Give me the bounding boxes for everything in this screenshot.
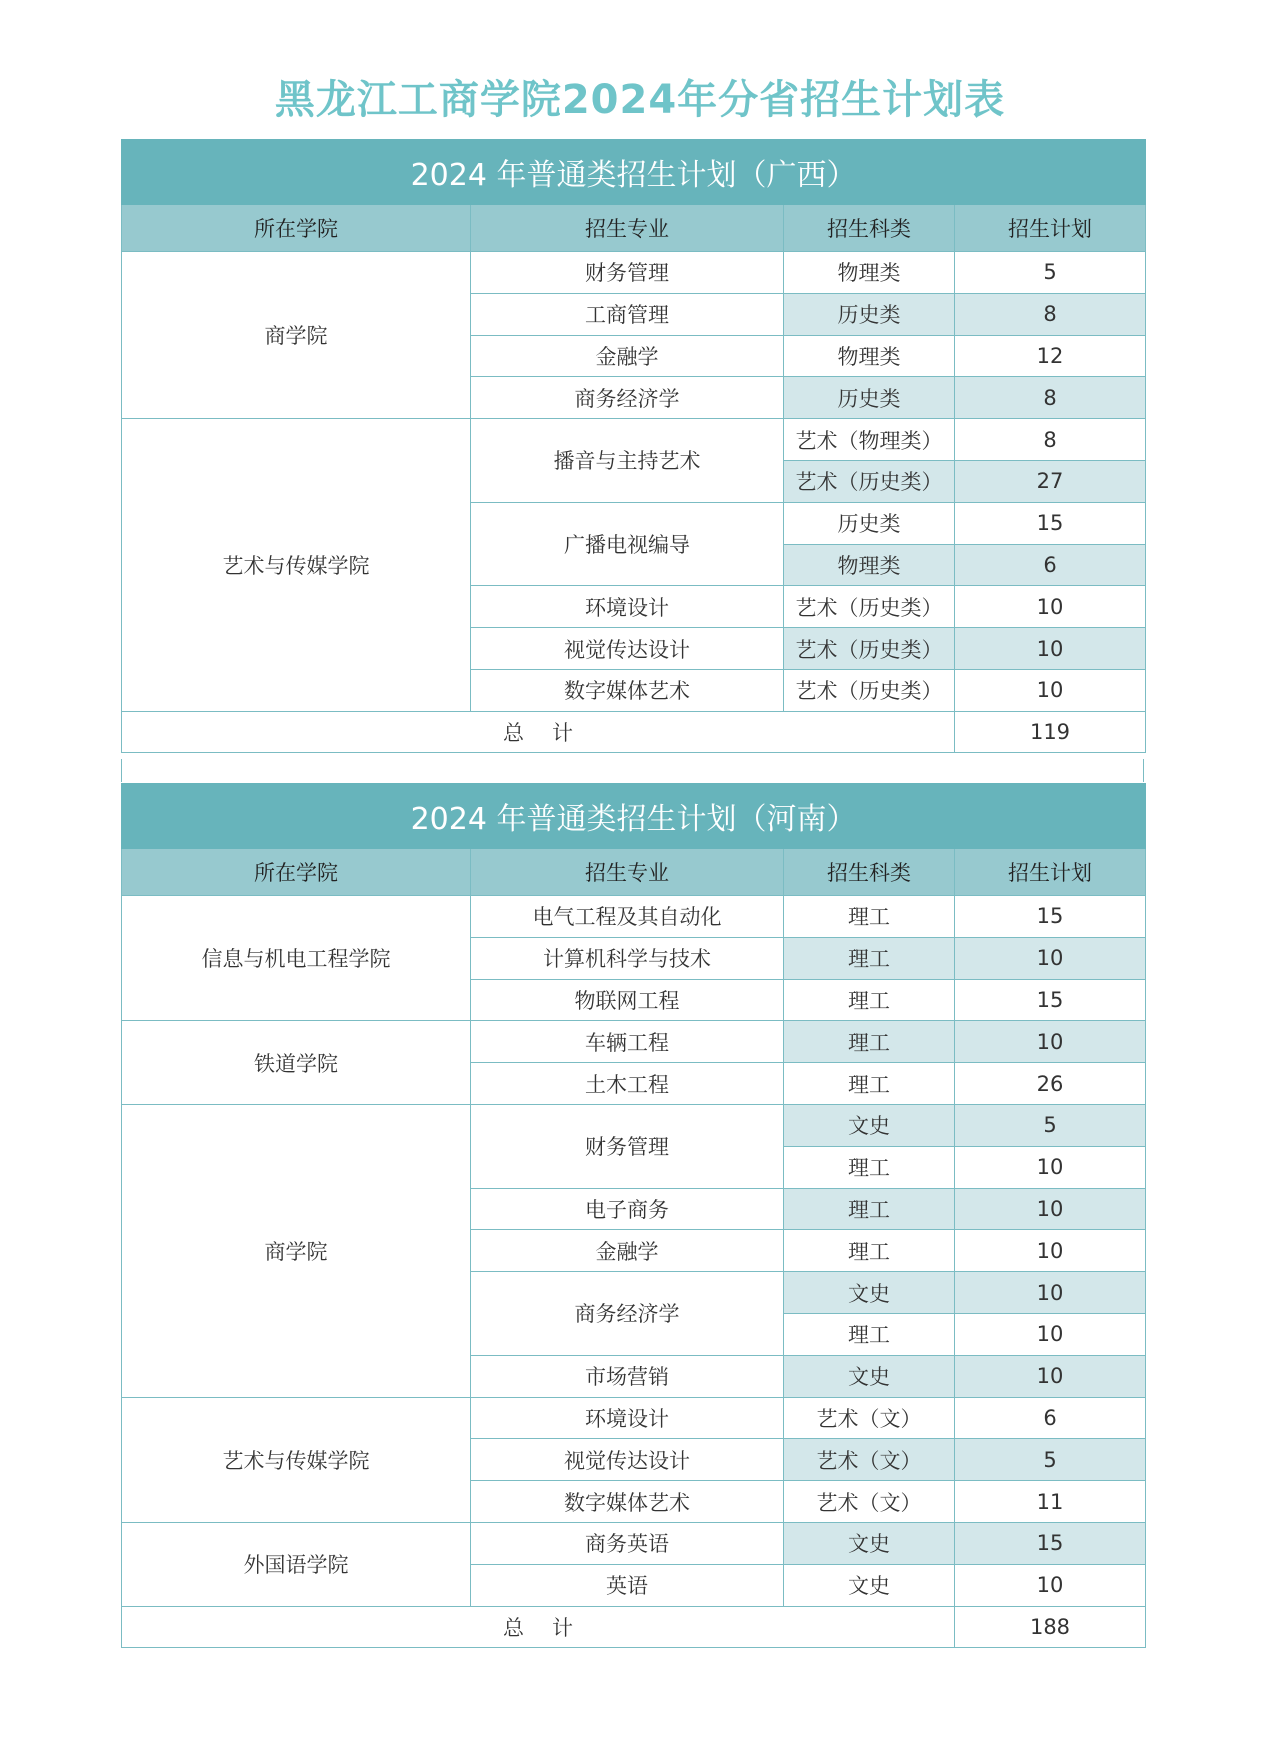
category-cell: 艺术（文） <box>784 1439 955 1481</box>
major-cell: 广播电视编导 <box>471 502 784 586</box>
table-row <box>122 1021 1146 1063</box>
document-title: 黑龙江工商学院2024年分省招生计划表 <box>274 77 1006 123</box>
category-cell: 艺术（文） <box>784 1397 955 1439</box>
category-cell: 理工 <box>784 1188 955 1230</box>
category-cell: 物理类 <box>784 252 955 294</box>
total-row <box>122 1606 1146 1647</box>
college-cell: 外国语学院 <box>122 1522 471 1606</box>
table-row <box>122 252 1146 294</box>
plan-cell: 10 <box>955 1313 1146 1355</box>
college-cell: 艺术与传媒学院 <box>122 419 471 712</box>
plan-cell: 10 <box>955 1188 1146 1230</box>
major-cell: 财务管理 <box>471 252 784 294</box>
table-spacer <box>121 759 1144 782</box>
major-cell: 环境设计 <box>471 586 784 628</box>
category-cell: 文史 <box>784 1104 955 1146</box>
major-cell: 电子商务 <box>471 1188 784 1230</box>
plan-cell: 6 <box>955 544 1146 586</box>
table-row <box>122 1397 1146 1439</box>
college-cell: 艺术与传媒学院 <box>122 1397 471 1522</box>
henan-plan-table <box>121 783 1146 1648</box>
category-cell: 艺术（历史类） <box>784 669 955 711</box>
total-value: 188 <box>955 1606 1146 1647</box>
college-cell: 商学院 <box>122 252 471 419</box>
plan-cell: 10 <box>955 669 1146 711</box>
plan-cell: 15 <box>955 1522 1146 1564</box>
category-cell: 历史类 <box>784 377 955 419</box>
plan-cell: 8 <box>955 377 1146 419</box>
plan-cell: 10 <box>955 1355 1146 1397</box>
plan-cell: 10 <box>955 1021 1146 1063</box>
table-caption-row <box>122 140 1146 205</box>
header-major: 招生专业 <box>471 205 784 252</box>
category-cell: 文史 <box>784 1355 955 1397</box>
major-cell: 物联网工程 <box>471 979 784 1021</box>
plan-cell: 15 <box>955 502 1146 544</box>
table-row <box>122 896 1146 938</box>
major-cell: 商务经济学 <box>471 1272 784 1356</box>
header-category: 招生科类 <box>784 849 955 896</box>
table-header-row <box>122 205 1146 252</box>
plan-cell: 10 <box>955 628 1146 670</box>
header-college: 所在学院 <box>122 849 471 896</box>
category-cell: 历史类 <box>784 502 955 544</box>
major-cell: 视觉传达设计 <box>471 628 784 670</box>
plan-cell: 10 <box>955 937 1146 979</box>
table-row <box>122 1104 1146 1146</box>
header-major: 招生专业 <box>471 849 784 896</box>
major-cell: 视觉传达设计 <box>471 1439 784 1481</box>
college-cell: 信息与机电工程学院 <box>122 896 471 1021</box>
category-cell: 理工 <box>784 1021 955 1063</box>
major-cell: 商务经济学 <box>471 377 784 419</box>
category-cell: 文史 <box>784 1272 955 1314</box>
plan-cell: 10 <box>955 1272 1146 1314</box>
header-category: 招生科类 <box>784 205 955 252</box>
category-cell: 理工 <box>784 896 955 938</box>
major-cell: 车辆工程 <box>471 1021 784 1063</box>
major-cell: 金融学 <box>471 1230 784 1272</box>
plan-cell: 12 <box>955 335 1146 377</box>
category-cell: 艺术（历史类） <box>784 460 955 502</box>
category-cell: 理工 <box>784 937 955 979</box>
category-cell: 文史 <box>784 1564 955 1606</box>
table-caption: 2024 年普通类招生计划（河南） <box>122 784 1146 849</box>
total-value: 119 <box>955 711 1146 752</box>
category-cell: 文史 <box>784 1522 955 1564</box>
plan-cell: 15 <box>955 979 1146 1021</box>
major-cell: 电气工程及其自动化 <box>471 896 784 938</box>
major-cell: 环境设计 <box>471 1397 784 1439</box>
major-cell: 财务管理 <box>471 1104 784 1188</box>
category-cell: 艺术（历史类） <box>784 586 955 628</box>
plan-cell: 10 <box>955 1230 1146 1272</box>
plan-cell: 10 <box>955 1564 1146 1606</box>
plan-cell: 10 <box>955 586 1146 628</box>
total-row <box>122 711 1146 752</box>
category-cell: 历史类 <box>784 293 955 335</box>
plan-cell: 8 <box>955 293 1146 335</box>
college-cell: 铁道学院 <box>122 1021 471 1105</box>
table-row <box>122 419 1146 461</box>
plan-cell: 5 <box>955 252 1146 294</box>
major-cell: 市场营销 <box>471 1355 784 1397</box>
plan-cell: 10 <box>955 1146 1146 1188</box>
plan-cell: 5 <box>955 1439 1146 1481</box>
major-cell: 金融学 <box>471 335 784 377</box>
category-cell: 理工 <box>784 1230 955 1272</box>
major-cell: 英语 <box>471 1564 784 1606</box>
major-cell: 数字媒体艺术 <box>471 669 784 711</box>
header-plan: 招生计划 <box>955 849 1146 896</box>
plan-cell: 5 <box>955 1104 1146 1146</box>
category-cell: 物理类 <box>784 335 955 377</box>
category-cell: 理工 <box>784 1063 955 1105</box>
guangxi-plan-table <box>121 139 1146 753</box>
category-cell: 理工 <box>784 1146 955 1188</box>
total-label: 总计 <box>122 711 955 752</box>
major-cell: 土木工程 <box>471 1063 784 1105</box>
major-cell: 工商管理 <box>471 293 784 335</box>
plan-cell: 8 <box>955 419 1146 461</box>
total-label: 总计 <box>122 1606 955 1647</box>
major-cell: 数字媒体艺术 <box>471 1481 784 1523</box>
table-header-row <box>122 849 1146 896</box>
category-cell: 艺术（物理类） <box>784 419 955 461</box>
college-cell: 商学院 <box>122 1104 471 1397</box>
major-cell: 商务英语 <box>471 1522 784 1564</box>
category-cell: 理工 <box>784 979 955 1021</box>
category-cell: 物理类 <box>784 544 955 586</box>
plan-cell: 27 <box>955 460 1146 502</box>
category-cell: 艺术（文） <box>784 1481 955 1523</box>
plan-cell: 11 <box>955 1481 1146 1523</box>
category-cell: 艺术（历史类） <box>784 628 955 670</box>
major-cell: 计算机科学与技术 <box>471 937 784 979</box>
table-caption: 2024 年普通类招生计划（广西） <box>122 140 1146 205</box>
header-college: 所在学院 <box>122 205 471 252</box>
table-caption-row <box>122 784 1146 849</box>
header-plan: 招生计划 <box>955 205 1146 252</box>
table-row <box>122 1522 1146 1564</box>
category-cell: 理工 <box>784 1313 955 1355</box>
major-cell: 播音与主持艺术 <box>471 419 784 503</box>
plan-cell: 26 <box>955 1063 1146 1105</box>
plan-cell: 15 <box>955 896 1146 938</box>
plan-cell: 6 <box>955 1397 1146 1439</box>
